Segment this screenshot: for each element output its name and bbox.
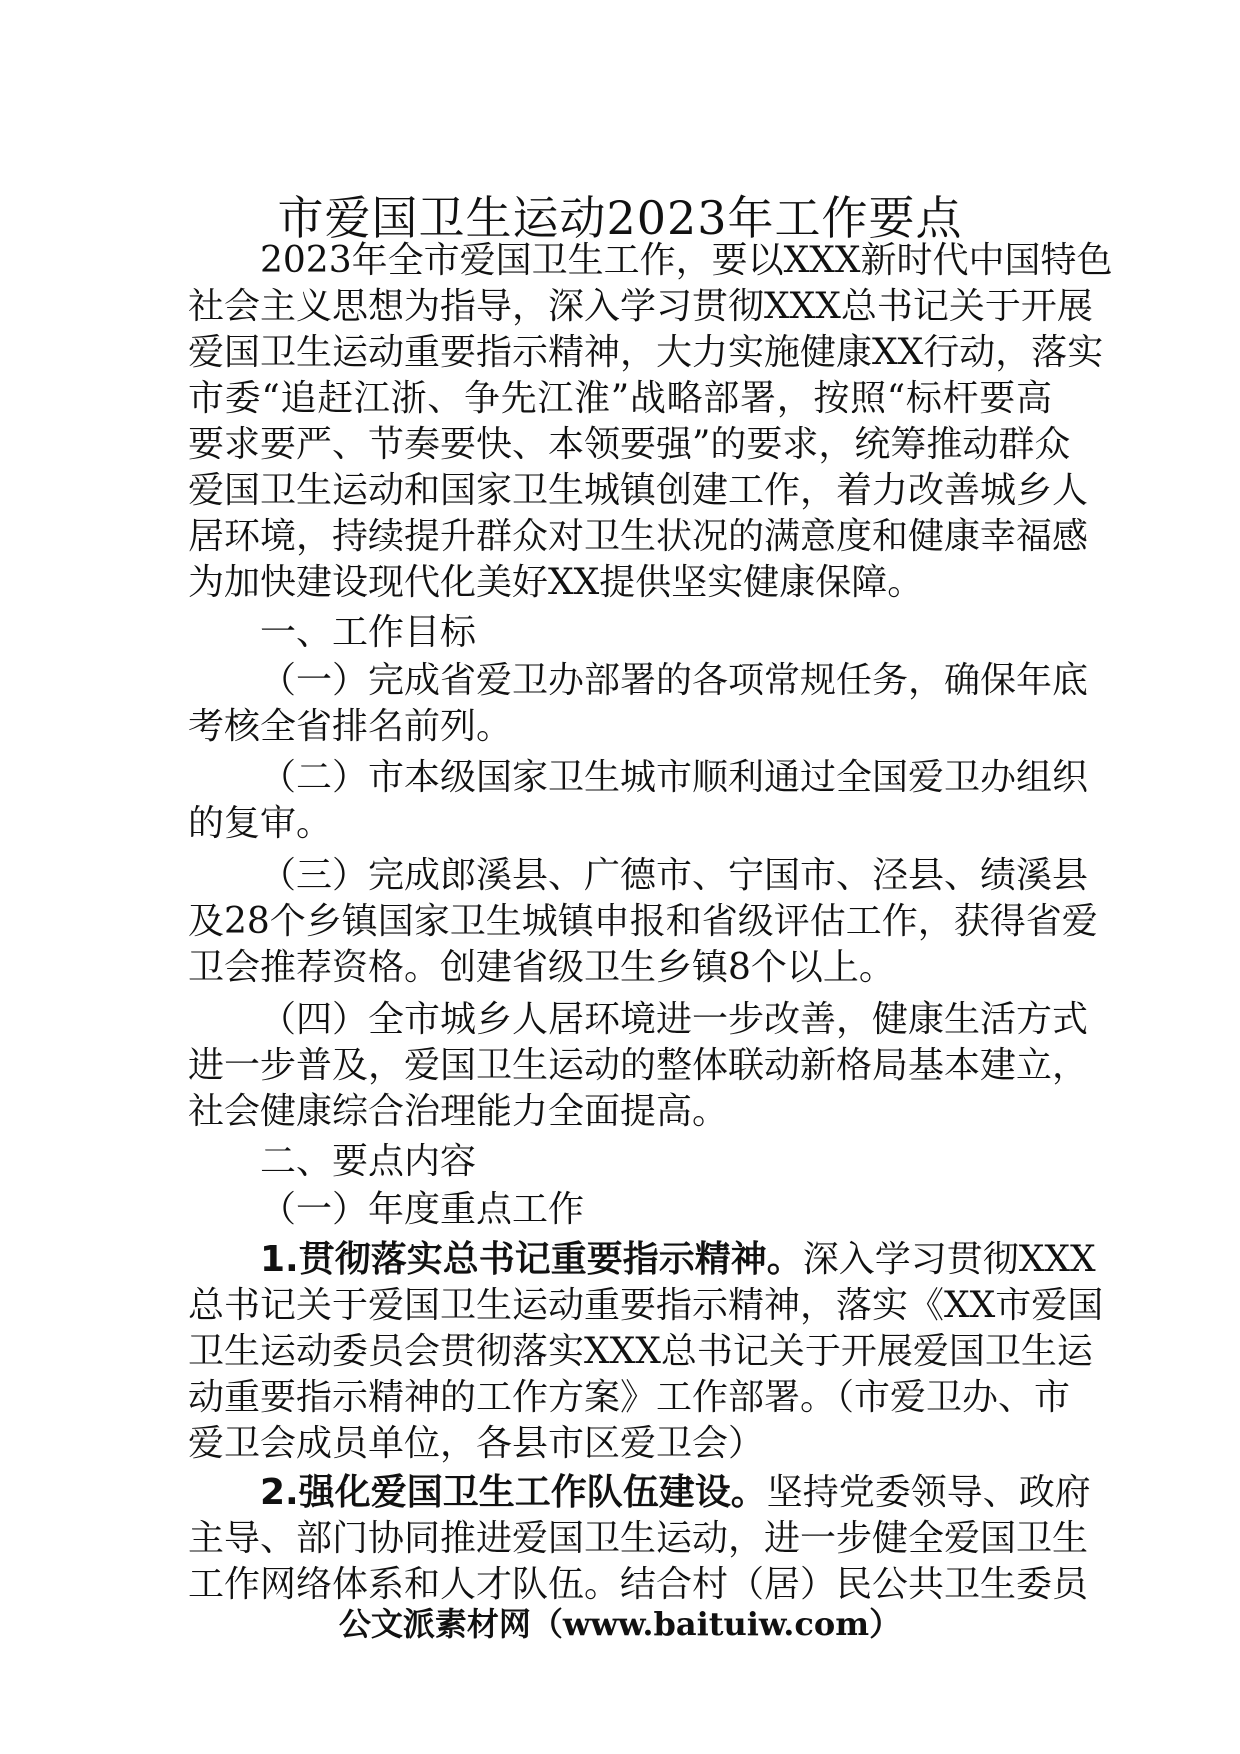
section-heading: 二、要点内容 xyxy=(260,1141,477,1182)
item-heading: 2.强化爱国卫生工作队伍建设。 xyxy=(260,1472,767,1513)
paragraph-line: 社会主义思想为指导，深入学习贯彻XXX总书记关于开展 xyxy=(188,286,1093,327)
paragraph-line xyxy=(260,1237,1096,1283)
paragraph-line: 卫生运动委员会贯彻落实XXX总书记关于开展爱国卫生运 xyxy=(188,1331,1093,1372)
item-text: 深入学习贯彻XXX xyxy=(802,1239,1096,1280)
item-text: 坚持党委领导、政府 xyxy=(766,1472,1091,1513)
paragraph-line xyxy=(260,1470,1091,1516)
paragraph-line: 总书记关于爱国卫生运动重要指示精神，落实《XX市爱国 xyxy=(188,1285,1104,1326)
footer-watermark: 公文派素材网（www.baituiw.com） xyxy=(338,1605,902,1643)
paragraph-line: 进一步普及，爱国卫生运动的整体联动新格局基本建立， xyxy=(188,1045,1089,1086)
paragraph-line: 爱国卫生运动重要指示精神，大力实施健康XX行动，落实 xyxy=(188,332,1104,373)
paragraph-line: 要求要严、节奏要快、本领要强”的要求，统筹推动群众 xyxy=(188,424,1071,465)
paragraph-line: 主导、部门协同推进爱国卫生运动，进一步健全爱国卫生 xyxy=(188,1518,1089,1559)
subsection-heading: （一）年度重点工作 xyxy=(260,1189,585,1230)
paragraph-line: 2023年全市爱国卫生工作，要以XXX新时代中国特色 xyxy=(260,240,1113,281)
paragraph-line: （四）全市城乡人居环境进一步改善，健康生活方式 xyxy=(260,999,1089,1040)
paragraph-line: 工作网络体系和人才队伍。结合村（居）民公共卫生委员 xyxy=(188,1564,1089,1605)
paragraph-line: 居环境，持续提升群众对卫生状况的满意度和健康幸福感 xyxy=(188,516,1089,557)
paragraph-line: 社会健康综合治理能力全面提高。 xyxy=(188,1091,729,1132)
item-heading: 1.贯彻落实总书记重要指示精神。 xyxy=(260,1239,803,1280)
paragraph-line: 的复审。 xyxy=(188,803,333,844)
paragraph-line: 动重要指示精神的工作方案》工作部署。（市爱卫办、市 xyxy=(188,1377,1071,1418)
section-heading: 一、工作目标 xyxy=(260,612,477,653)
paragraph-line: （一）完成省爱卫办部署的各项常规任务，确保年底 xyxy=(260,660,1089,701)
paragraph-line: （二）市本级国家卫生城市顺利通过全国爱卫办组织 xyxy=(260,757,1089,798)
paragraph-line: 爱卫会成员单位，各县市区爱卫会） xyxy=(188,1423,765,1464)
paragraph-line: 考核全省排名前列。 xyxy=(188,706,513,747)
document-title: 市爱国卫生运动2023年工作要点 xyxy=(277,191,963,245)
paragraph-line: 卫会推荐资格。创建省级卫生乡镇8个以上。 xyxy=(188,947,895,988)
paragraph-line: 及28个乡镇国家卫生城镇申报和省级评估工作，获得省爱 xyxy=(188,901,1098,942)
paragraph-line: 为加快建设现代化美好XX提供坚实健康保障。 xyxy=(188,562,924,603)
paragraph-line: 市委“追赶江浙、争先江淮”战略部署，按照“标杆要高 xyxy=(188,378,1052,419)
paragraph-line: 爱国卫生运动和国家卫生城镇创建工作，着力改善城乡人 xyxy=(188,470,1089,511)
paragraph-line: （三）完成郎溪县、广德市、宁国市、泾县、绩溪县 xyxy=(260,855,1089,896)
